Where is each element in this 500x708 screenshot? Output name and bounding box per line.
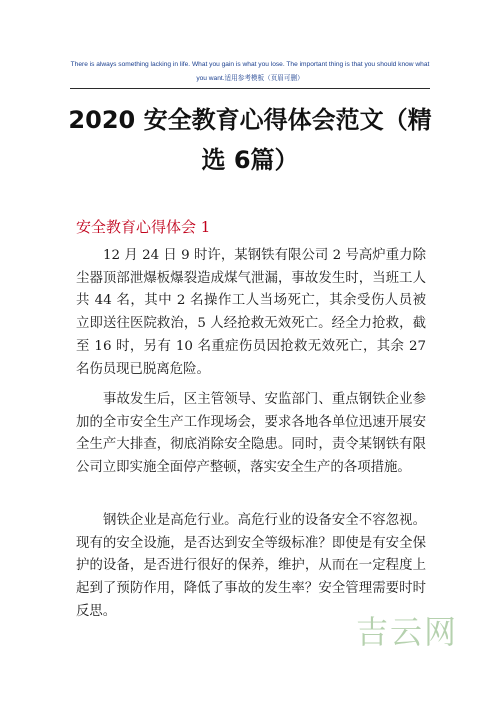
header-note: 适用参考模板（页眉可删） [224,75,304,82]
header-divider [70,88,430,89]
header-quote: There is always something lacking in life. What you gain is what you lose. The important thing is that you should know what you want. [70,61,430,82]
site-watermark: 吉云网 [356,613,459,651]
section-heading: 安全教育心得体会 1 [76,218,211,236]
document-title: 2020 安全教育心得体会范文（精选 6篇） [68,106,432,174]
paragraph-2: 事故发生后，区主管领导、安监部门、重点钢铁企业参加的全市安全生产工作现场会，要求各地各单位迅速开展安全生产大排查，彻底消除安全隐患。同时，责令某钢铁有限公司立即实施全面停产整顿，落实安全生产的各项措施。 [76,392,426,476]
page-header [70,58,430,86]
paragraph-3: 钢铁企业是高危行业。高危行业的设备安全不容忽视。现有的安全设施，是否达到安全等级标准？即使是有安全保护的设备，是否进行很好的保养，维护，从而在一定程度上起到了预防作用，降低了事故的发生率？安全管理需要时时反思。 [76,513,426,619]
paragraph-1: 12 月 24 日 9 时许，某钢铁有限公司 2 号高炉重力除尘器顶部泄爆板爆裂造成煤气泄漏，事故发生时，当班工人共 44 名，其中 2 名操作工人当场死亡，其余受伤人员被立即送往医院救治，5 人经抢救无效死亡。经全力抢救，截至 16 时，另有 10 名重症伤员因抢救无效死亡，其余 27 名伤员现已脱离危险。 [76,248,426,377]
